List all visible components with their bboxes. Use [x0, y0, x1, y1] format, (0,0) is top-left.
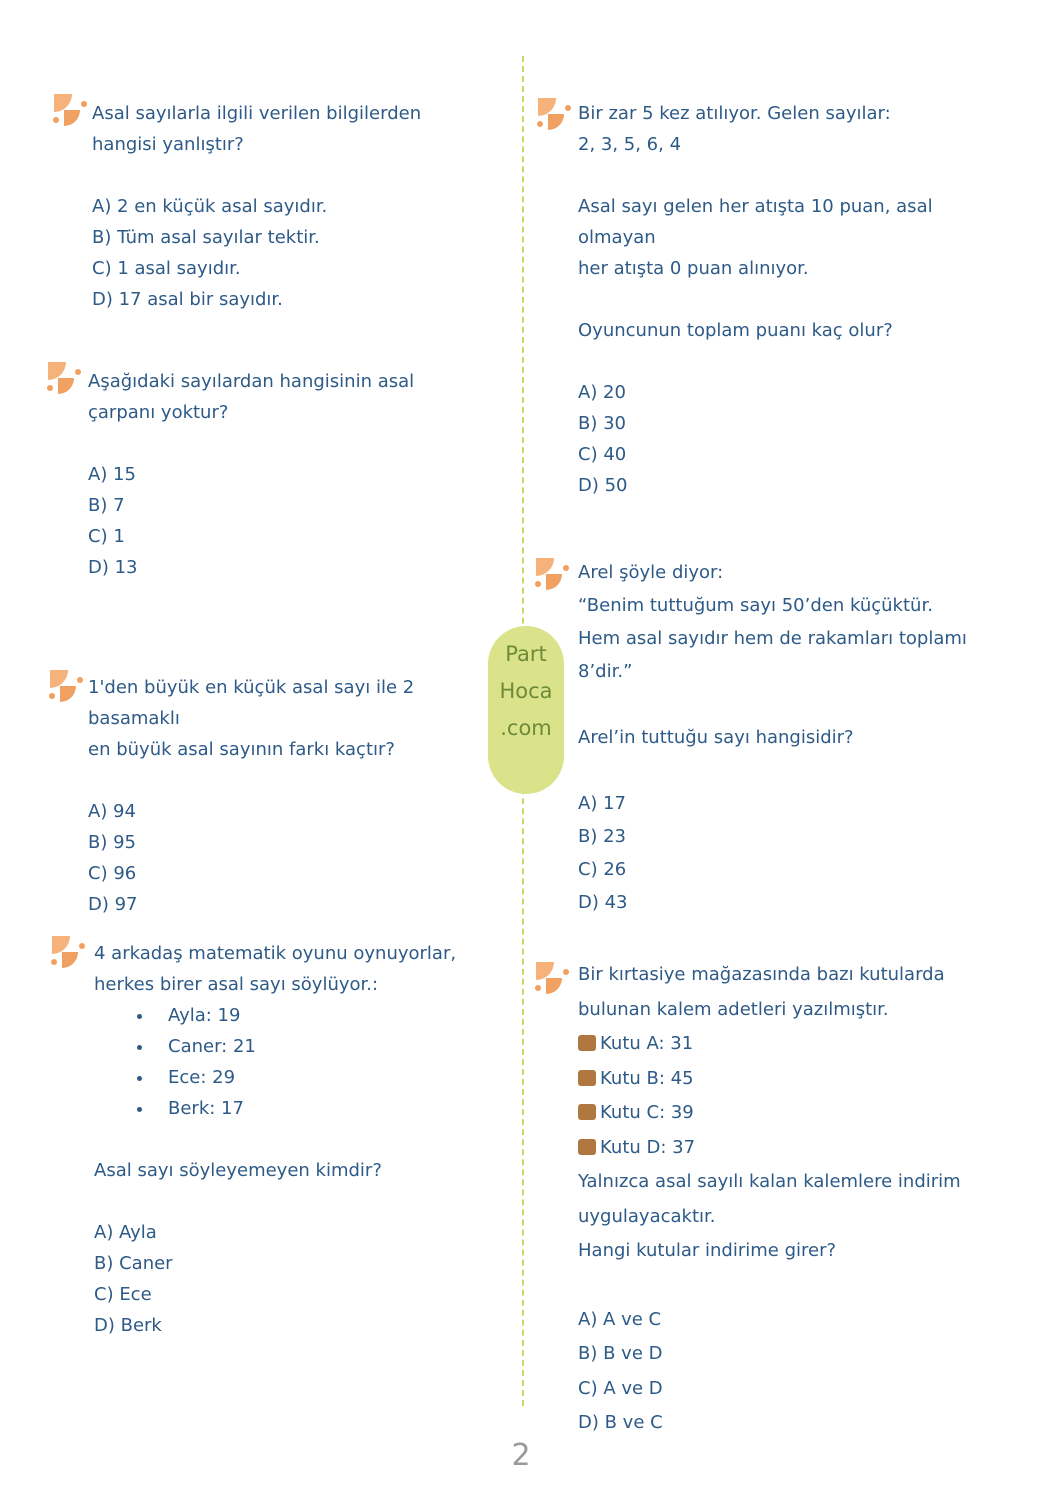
option: C) Ece — [94, 1284, 152, 1305]
package-icon — [578, 1070, 596, 1086]
question-text: Hem asal sayıdır hem de rakamları toplamı — [578, 628, 967, 649]
box-label: Kutu C: 39 — [600, 1102, 694, 1123]
option: D) B ve C — [578, 1412, 663, 1433]
option: A) 15 — [88, 464, 136, 485]
option: B) 30 — [578, 413, 626, 434]
orange-slice-icon — [532, 554, 572, 592]
question-2 — [88, 366, 488, 583]
option: C) 1 — [88, 526, 125, 547]
option: D) 13 — [88, 557, 138, 578]
question-text: 2, 3, 5, 6, 4 — [578, 134, 682, 155]
option: B) 23 — [578, 826, 626, 847]
badge-line: Part — [505, 642, 547, 666]
question-1 — [92, 98, 492, 315]
question-text: Asal sayı gelen her atışta 10 puan, asal olmayan — [578, 196, 933, 248]
option: B) 95 — [88, 832, 136, 853]
box-item — [578, 1062, 998, 1097]
list-item: • Ayla: 19 — [154, 1000, 494, 1031]
question-text: Bir kırtasiye mağazasında bazı kutularda — [578, 964, 945, 985]
question-3 — [88, 672, 488, 920]
question-text: Arel şöyle diyor: — [578, 562, 724, 583]
box-item — [578, 1027, 998, 1062]
orange-slice-icon — [50, 90, 90, 128]
orange-slice-icon — [532, 958, 572, 996]
box-label: Kutu A: 31 — [600, 1033, 694, 1054]
orange-slice-icon — [46, 666, 86, 704]
box-label: Kutu B: 45 — [600, 1067, 694, 1089]
option: C) A ve D — [578, 1377, 663, 1399]
option: A) 2 en küçük asal sayıdır. — [92, 196, 328, 217]
orange-slice-icon — [48, 932, 88, 970]
question-text: Aşağıdaki sayılardan hangisinin asal — [88, 371, 415, 392]
question-text: 4 arkadaş matematik oyunu oynuyorlar, — [94, 943, 457, 964]
option: B) Tüm asal sayılar tektir. — [92, 227, 320, 248]
option: C) 1 asal sayıdır. — [92, 258, 241, 279]
option: C) 96 — [88, 863, 137, 884]
question-5 — [578, 98, 998, 501]
question-text: herkes birer asal sayı söylüyor.: — [94, 974, 379, 995]
question-text: uygulayacaktır. — [578, 1205, 716, 1227]
option: A) Ayla — [94, 1222, 157, 1243]
orange-slice-icon — [44, 358, 84, 396]
question-text: 1'den büyük en küçük asal sayı ile 2 basamaklı — [88, 677, 415, 729]
orange-slice-icon — [534, 94, 574, 132]
option: B) 7 — [88, 495, 125, 516]
option: D) 50 — [578, 475, 628, 496]
option: D) 43 — [578, 892, 628, 913]
question-text: 8’dir.” — [578, 661, 633, 682]
option: D) 97 — [88, 894, 138, 915]
question-text: Arel’in tuttuğu sayı hangisidir? — [578, 727, 854, 748]
parthoca-badge — [488, 626, 564, 794]
question-text: Asal sayı söyleyemeyen kimdir? — [94, 1160, 382, 1181]
package-icon — [578, 1104, 596, 1120]
package-icon — [578, 1035, 596, 1051]
question-text: Hangi kutular indirime girer? — [578, 1240, 837, 1261]
option: A) 94 — [88, 801, 136, 822]
list-item: • Caner: 21 — [154, 1031, 494, 1062]
option: B) B ve D — [578, 1343, 663, 1364]
question-text: Yalnızca asal sayılı kalan kalemlere indirim — [578, 1171, 961, 1192]
option: A) 20 — [578, 382, 626, 403]
question-6 — [578, 556, 998, 919]
question-7 — [578, 958, 998, 1441]
question-text: her atışta 0 puan alınıyor. — [578, 258, 809, 279]
question-4 — [94, 938, 494, 1341]
box-item — [578, 1096, 998, 1131]
question-text: hangisi yanlıştır? — [92, 134, 244, 155]
option: B) Caner — [94, 1253, 173, 1274]
question-text: en büyük asal sayının farkı kaçtır? — [88, 739, 395, 760]
question-text: Oyuncunun toplam puanı kaç olur? — [578, 320, 893, 341]
question-text: Asal sayılarla ilgili verilen bilgilerden — [92, 103, 422, 124]
package-icon — [578, 1139, 596, 1155]
page-number: 2 — [511, 1438, 531, 1473]
badge-line: .com — [500, 716, 552, 740]
question-text: çarpanı yoktur? — [88, 402, 229, 423]
question-text: “Benim tuttuğum sayı 50’den küçüktür. — [578, 595, 933, 616]
option: C) 26 — [578, 859, 627, 880]
box-item — [578, 1131, 998, 1166]
badge-line: Hoca — [499, 679, 553, 703]
question-text: Bir zar 5 kez atılıyor. Gelen sayılar: — [578, 103, 891, 124]
list-item: • Berk: 17 — [154, 1093, 494, 1124]
box-label: Kutu D: 37 — [600, 1136, 696, 1158]
question-text: bulunan kalem adetleri yazılmıştır. — [578, 998, 889, 1020]
option: D) 17 asal bir sayıdır. — [92, 289, 283, 310]
friend-list — [94, 1000, 494, 1124]
option: C) 40 — [578, 444, 627, 465]
option: D) Berk — [94, 1315, 162, 1336]
list-item: • Ece: 29 — [154, 1062, 494, 1093]
option: A) A ve C — [578, 1308, 662, 1330]
option: A) 17 — [578, 793, 626, 814]
